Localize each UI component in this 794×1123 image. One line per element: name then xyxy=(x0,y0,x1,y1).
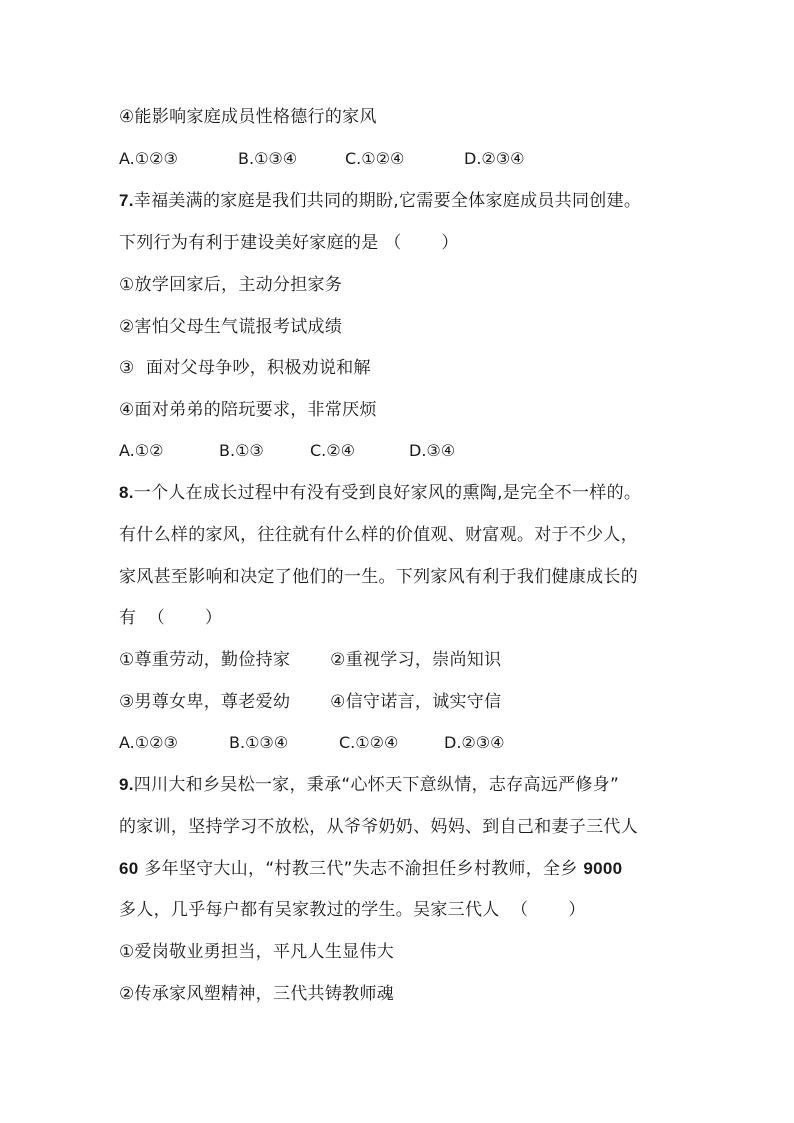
q8-stem-line-1: 8.一个人在成长过程中有没有受到良好家风的熏陶,是完全不一样的。 xyxy=(119,483,642,503)
q9-item-2: ②传承家风塑精神，三代共铸教师魂 xyxy=(119,984,395,1004)
q8-number: 8. xyxy=(119,483,134,502)
q7-number: 7. xyxy=(119,191,134,210)
q7-item-4: ④面对弟弟的陪玩要求，非常厌烦 xyxy=(119,400,377,420)
q9-stem-line-4: 多人，几乎每户都有吴家教过的学生。吴家三代人 （ ） xyxy=(119,900,586,920)
q7-option-a: A.①② xyxy=(119,441,164,460)
q8-option-a: A.①②③ xyxy=(119,733,178,752)
q6-option-b: B.①③④ xyxy=(238,149,298,168)
q9-number: 9. xyxy=(119,775,134,794)
q6-option-a: A.①②③ xyxy=(119,149,178,168)
q9-stem-line-1: 9.四川大和乡吴松一家，秉承“心怀天下意纵情，志存高远严修身” xyxy=(119,775,620,795)
q8-items-row-2: ③男尊女卑，尊老爱幼 ④信守诺言，诚实守信 xyxy=(119,692,502,712)
q7-stem-line-2: 下列行为有利于建设美好家庭的是 （ ） xyxy=(119,233,459,253)
q7-option-d: D.③④ xyxy=(409,441,456,460)
q7-option-c: C.②④ xyxy=(310,441,355,460)
q7-item-3: ③ 面对父母争吵，积极劝说和解 xyxy=(119,358,371,378)
q8-stem-line-2: 有什么样的家风，往往就有什么样的价值观、财富观。对于不少人， xyxy=(119,525,638,545)
q6-option-d: D.②③④ xyxy=(464,149,525,168)
q9-stem-line-2: 的家训，坚持学习不放松，从爷爷奶奶、妈妈、到自己和妻子三代人 xyxy=(119,817,638,837)
q8-option-c: C.①②④ xyxy=(339,733,399,752)
q7-option-b: B.①③ xyxy=(219,441,264,460)
q7-item-2: ②害怕父母生气谎报考试成绩 xyxy=(119,317,343,337)
q8-option-b: B.①③④ xyxy=(229,733,289,752)
q6-item-4: ④能影响家庭成员性格德行的家风 xyxy=(119,107,377,127)
q6-option-c: C.①②④ xyxy=(345,149,405,168)
q8-stem-line-3: 家风甚至影响和决定了他们的一生。下列家风有利于我们健康成长的 xyxy=(119,567,638,587)
q8-stem-line-4: 有 （ ） xyxy=(119,608,223,628)
q7-item-1: ①放学回家后，主动分担家务 xyxy=(119,275,343,295)
q9-item-1: ①爱岗敬业勇担当，平凡人生显伟大 xyxy=(119,942,395,962)
q8-option-d: D.②③④ xyxy=(444,733,505,752)
q8-items-row-1: ①尊重劳动，勤俭持家 ②重视学习，崇尚知识 xyxy=(119,650,502,670)
q9-stem-line-3: 60 多年坚守大山，“村教三代”失志不渝担任乡村教师，全乡 9000 xyxy=(119,859,623,879)
q7-stem-line-1: 7.幸福美满的家庭是我们共同的期盼,它需要全体家庭成员共同创建。 xyxy=(119,191,642,211)
